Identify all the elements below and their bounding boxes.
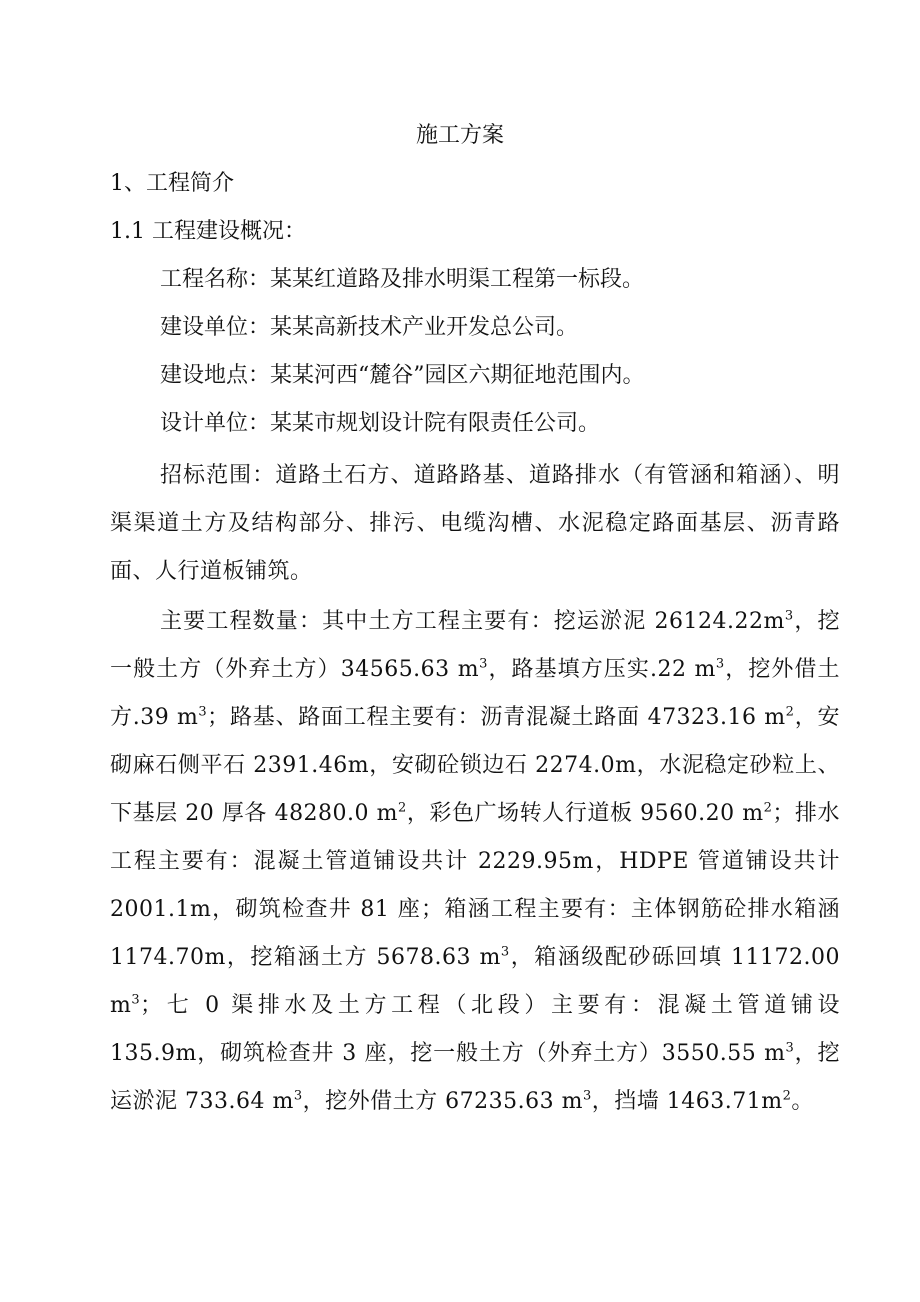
section-heading-1: 1、工程简介 xyxy=(110,171,234,196)
superscript-3: 3 xyxy=(198,704,208,720)
superscript-3: 3 xyxy=(293,1088,303,1104)
quantity-text: ，挖一般土方（外弃土方）34565.63 m xyxy=(110,609,840,682)
quantity-text: 。 xyxy=(791,1089,814,1114)
quantity-text: ；路基、路面工程主要有：沥青混凝土路面 47323.16 m xyxy=(207,705,786,730)
superscript-2: 2 xyxy=(785,704,795,720)
quantity-text: ，箱涵级配砂砾回填 11172.00 m xyxy=(110,945,840,1018)
quantity-text: ；排水工程主要有：混凝土管道铺设共计 2229.95m，HDPE 管道铺设共计 2001.1m，砌筑检查井 81 座；箱涵工程主要有：主体钢筋砼排水箱涵 1174.70m，挖箱涵土方 5678.63 m xyxy=(110,801,840,970)
project-name-line: 工程名称：某某红道路及排水明渠工程第一标段。 xyxy=(160,267,645,292)
designer-line: 设计单位：某某市规划设计院有限责任公司。 xyxy=(160,411,601,436)
builder-line: 建设单位：某某高新技术产业开发总公司。 xyxy=(160,315,579,340)
superscript-2: 2 xyxy=(763,800,773,816)
quantity-text: ，挖外借土方 67235.63 m xyxy=(302,1089,583,1114)
quantity-text: ，路基填方压实.22 m xyxy=(487,657,716,682)
quantity-text: ；七 0 渠排水及土方工程（北段）主要有：混凝土管道铺设 135.9m，砌筑检查井 3 座，挖一般土方（外弃土方）3550.55 m xyxy=(110,993,840,1066)
quantity-text: ，彩色广场转人行道板 9560.20 m xyxy=(406,801,764,826)
superscript-2: 2 xyxy=(397,800,407,816)
superscript-3: 3 xyxy=(500,944,510,960)
quantity-text: ，挖运淤泥 733.64 m xyxy=(110,1041,840,1114)
superscript-3: 3 xyxy=(715,656,725,672)
document-title: 施工方案 xyxy=(415,123,504,148)
superscript-3: 3 xyxy=(785,1040,795,1056)
superscript-3: 3 xyxy=(784,608,794,624)
quantity-text: 主要工程数量：其中土方工程主要有：挖运淤泥 26124.22m xyxy=(160,609,785,634)
superscript-3: 3 xyxy=(479,656,488,672)
superscript-3: 3 xyxy=(582,1088,592,1104)
quantity-text: ，挡墙 1463.71m xyxy=(591,1089,783,1114)
quantities-paragraph xyxy=(110,598,840,1126)
section-heading-1-1: 1.1 工程建设概况： xyxy=(110,219,306,244)
superscript-2: 2 xyxy=(782,1088,792,1104)
location-line: 建设地点：某某河西“麓谷”园区六期征地范围内。 xyxy=(160,363,645,388)
bid-scope-paragraph: 招标范围：道路土石方、道路路基、道路排水（有管涵和箱涵）、明渠渠道土方及结构部分、排污、电缆沟槽、水泥稳定路面基层、沥青路面、人行道板铺筑。 xyxy=(110,463,840,584)
quantity-text: ，挖外借土方.39 m xyxy=(110,657,841,730)
superscript-3: 3 xyxy=(131,992,141,1008)
quantity-text: ，安砌麻石侧平石 2391.46m，安砌砼锁边石 2274.0m，水泥稳定砂粒上、下基层 20 厚各 48280.0 m xyxy=(110,705,840,826)
